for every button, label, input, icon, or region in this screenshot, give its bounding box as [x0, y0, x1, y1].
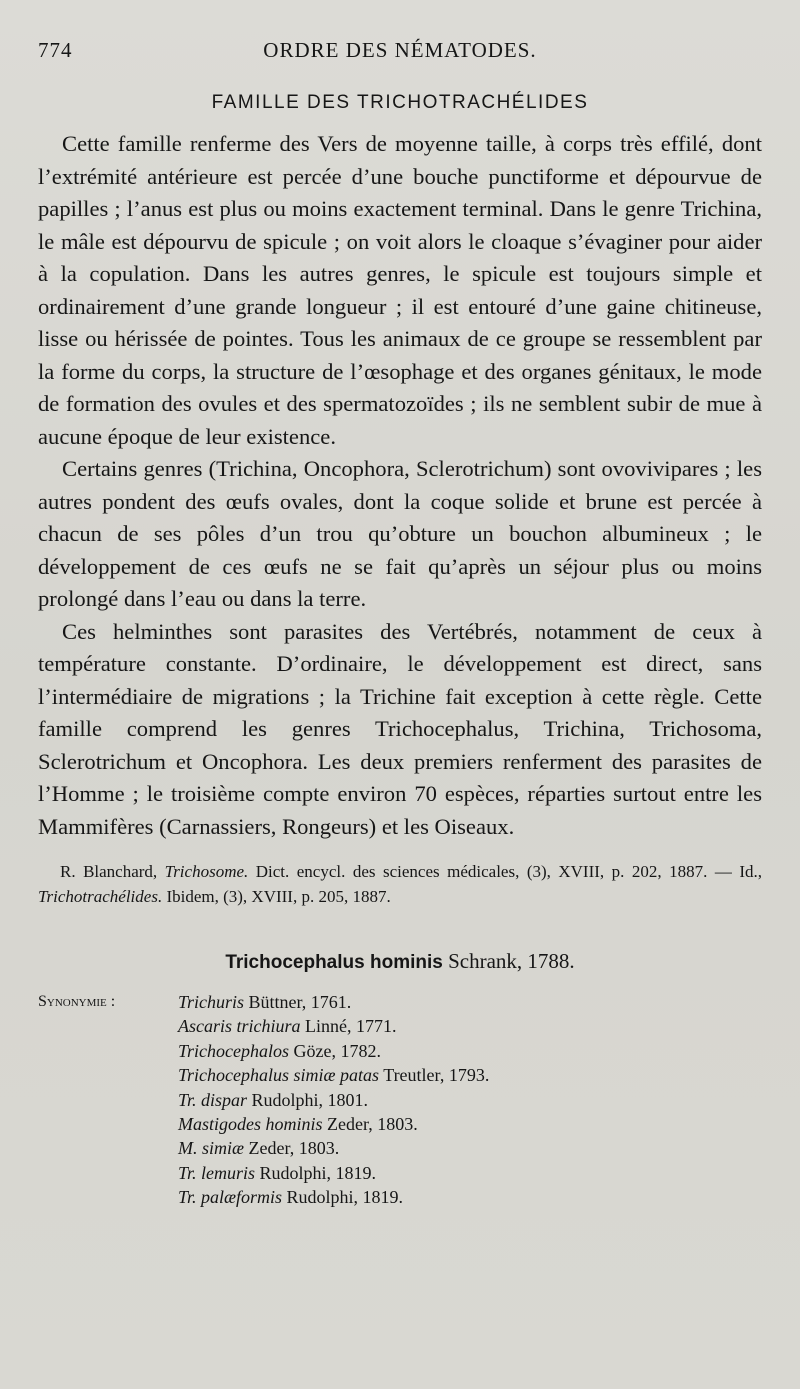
synonym-author: Rudolphi, 1819. [259, 1162, 377, 1183]
reference-title-2: Trichotrachélides. [38, 887, 163, 906]
synonym-name: Tr. lemuris [178, 1162, 256, 1183]
reference-author: R. Blanchard, [60, 862, 165, 881]
paragraph-2: Certains genres (Trichina, Oncophora, Sclerotrichum) sont ovovivipares ; les autres pondent des œufs ovales, dont la coque solide et brune est percée à chacun de ses pôles d’un trou qu’obture un bouchon albumineux ; le développement de ces œufs ne se fait qu’après un séjour plus ou moins prolongé dans l’eau ou dans la terre. [38, 456, 762, 611]
synonym-author: Rudolphi, 1819. [286, 1187, 404, 1208]
synonym-author: Rudolphi, 1801. [251, 1089, 369, 1110]
paragraph-1: Cette famille renferme des Vers de moyenne taille, à corps très effilé, dont l’extrémité antérieure est percée d’une bouche punctiforme et dépourvue de papilles ; l’anus est plus ou moins exactement terminal. Dans le genre Trichina, le mâle est dépourvu de spicule ; on voit alors le cloaque s’évaginer pour aider à la copulation. Dans les autres genres, le spicule est toujours simple et ordinairement d’une grande longueur ; il est entouré d’une gaine chitineuse, lisse ou hérissée de pointes. Tous les animaux de ce groupe se ressemblent par la forme du corps, la structure de l’œsophage et des organes génitaux, le mode de formation des ovules et des spermatozoïdes ; ils ne semblent subir de mue à aucune époque de leur existence. [38, 131, 762, 449]
reference-source-2: Ibidem, (3), XVIII, p. 205, 1887. [162, 887, 391, 906]
synonym-author: Göze, 1782. [293, 1040, 381, 1061]
synonym-author: Büttner, 1761. [248, 992, 352, 1012]
synonym-author: Zeder, 1803. [327, 1114, 418, 1135]
reference-source-1: Dict. encycl. des sciences médicales, (3), XVIII, p. 202, 1887. — Id., [248, 862, 762, 881]
synonym-name: Mastigodes hominis [178, 1114, 323, 1135]
synonym-name: Tr. dispar [178, 1089, 248, 1110]
species-heading [38, 949, 762, 974]
synonym-author: Treutler, 1793. [383, 1065, 490, 1086]
synonym-item [178, 990, 762, 1014]
synonym-item [178, 1136, 762, 1160]
references [38, 859, 762, 909]
species-name: Trichocephalus hominis [225, 952, 443, 973]
synonym-author: Zeder, 1803. [248, 1138, 340, 1159]
synonym-item [178, 1161, 762, 1185]
page-number: 774 [38, 38, 73, 62]
synonym-author: Linné, 1771. [305, 1016, 397, 1037]
synonym-item [178, 1185, 762, 1209]
page-header [38, 30, 762, 74]
family-title: FAMILLE DES TRICHOTRACHÉLIDES [211, 92, 589, 113]
synonym-name: M. simiæ [178, 1138, 245, 1159]
paragraph-3: Ces helminthes sont parasites des Vertébrés, notamment de ceux à température constante. D’ordinaire, le développement est direct, sans l’intermédiaire de migrations ; la Trichine fait exception à cette règle. Cette famille comprend les genres Trichocephalus, Trichina, Trichosoma, Sclerotrichum et Oncophora. Les deux premiers renferment des parasites de l’Homme ; le troisième compte environ 70 espèces, réparties surtout entre les Mammifères (Carnassiers, Rongeurs) et les Oiseaux. [38, 618, 762, 839]
running-title: ORDRE DES NÉMATODES. [263, 38, 537, 62]
synonym-item [178, 1039, 762, 1063]
synonym-name: Tr. palæformis [178, 1187, 283, 1208]
synonymy-block [38, 990, 762, 1210]
synonym-item [178, 1088, 762, 1112]
reference-title-1: Trichosome. [164, 862, 249, 881]
synonym-name: Ascaris trichiura [178, 1016, 301, 1037]
synonym-item [178, 1063, 762, 1087]
synonym-name: Trichocephalus simiæ patas [178, 1065, 380, 1086]
species-authority: Schrank, 1788. [448, 949, 575, 973]
synonymy-list [178, 990, 762, 1210]
synonymy-label: Synonymie : [38, 993, 116, 1010]
synonym-item [178, 1014, 762, 1038]
synonym-item [178, 1112, 762, 1136]
synonym-name: Trichocephalos [178, 1040, 289, 1061]
synonym-name: Trichuris [178, 992, 245, 1012]
